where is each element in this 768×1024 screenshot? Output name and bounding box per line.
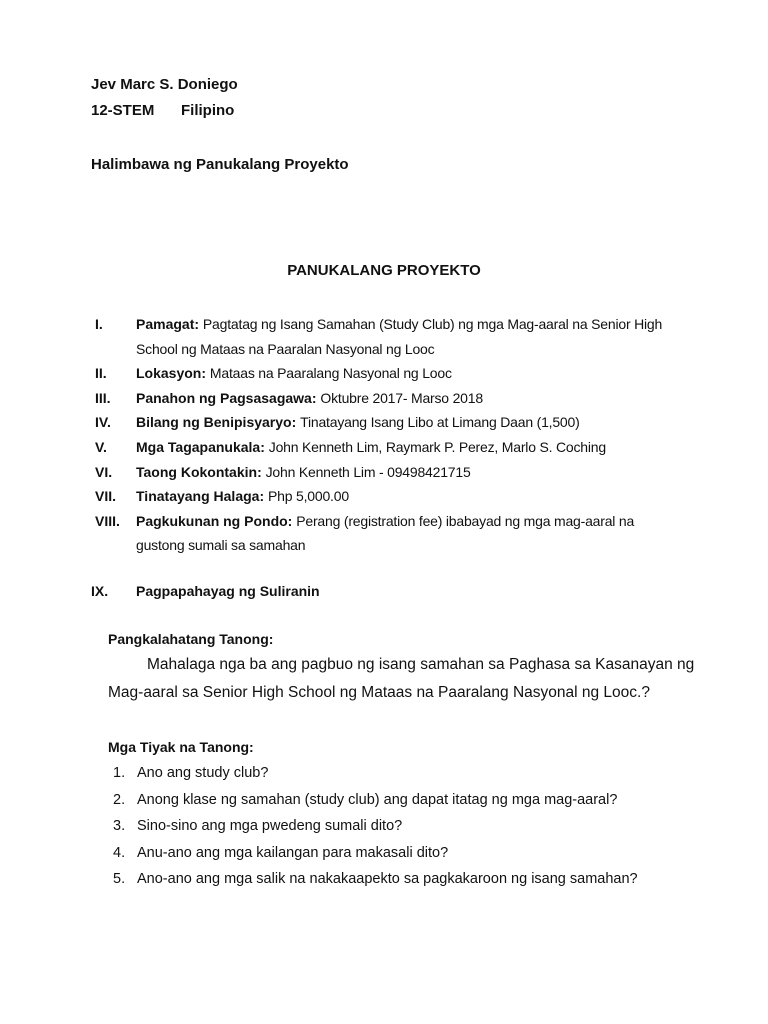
section-body (136, 509, 681, 558)
section-item (95, 361, 695, 386)
list-item (108, 843, 708, 870)
section-number: III. (95, 389, 111, 406)
section-body (136, 386, 681, 411)
section-body (136, 484, 681, 509)
class-line (91, 102, 235, 119)
section-value: Oktubre 2017- Marso 2018 (320, 389, 483, 406)
list-item-number: 4. (113, 844, 126, 861)
section-body (136, 361, 681, 386)
specific-questions-label: Mga Tiyak na Tanong: (108, 739, 254, 755)
author-name: Jev Marc S. Doniego (91, 76, 238, 93)
general-question-line-2: Mag-aaral sa Senior High School ng Mataas na Paaralang Nasyonal ng Looc.? (108, 684, 650, 701)
section-body (136, 460, 681, 485)
section-item (95, 435, 695, 460)
section-number: V. (95, 438, 107, 455)
grade-strand: 12-STEM (91, 102, 155, 119)
section-label: Mga Tagapanukala: (136, 438, 265, 455)
list-item (108, 790, 708, 817)
section-value: John Kenneth Lim, Raymark P. Perez, Marlo S. Coching (268, 438, 606, 455)
section-value: Pagtatag ng Isang Samahan (Study Club) ng mga Mag-aaral na Senior High School ng Mataas na Paaralan Nasyonal ng Looc (136, 316, 663, 357)
specific-questions-list (108, 763, 708, 896)
section-value: John Kenneth Lim - 09498421715 (265, 463, 471, 480)
list-item (108, 816, 708, 843)
document-title: PANUKALANG PROYEKTO (287, 262, 481, 279)
list-item-text: Sino-sino ang mga pwedeng sumali dito? (137, 818, 403, 835)
section-label: Taong Kokontakin: (136, 463, 262, 480)
section-value: Php 5,000.00 (268, 488, 349, 505)
section-label: Pagkukunan ng Pondo: (136, 512, 293, 529)
general-question-line-1: Mahalaga nga ba ang pagbuo ng isang samahan sa Paghasa sa Kasanayan ng (147, 656, 695, 673)
list-item-text: Anong klase ng samahan (study club) ang dapat itatag ng mga mag-aaral? (137, 791, 618, 808)
section-body (136, 435, 681, 460)
section-label: Panahon ng Pagsasagawa: (136, 389, 317, 406)
section-label: Bilang ng Benipisyaryo: (136, 414, 297, 431)
list-item (108, 869, 708, 896)
section-label: Lokasyon: (136, 365, 207, 382)
section-number: II. (95, 365, 107, 382)
section-item (95, 312, 695, 361)
section-item (95, 386, 695, 411)
section-item (95, 509, 695, 558)
list-item-number: 5. (113, 871, 126, 888)
section-list (95, 312, 695, 558)
section-item (95, 484, 695, 509)
list-item-number: 1. (113, 765, 126, 781)
section-number: VI. (95, 463, 113, 480)
list-item-text: Ano-ano ang mga salik na nakakaapekto sa pagkakaroon ng isang samahan? (137, 871, 638, 888)
section-item (95, 460, 695, 485)
example-title: Halimbawa ng Panukalang Proyekto (91, 156, 349, 173)
section-value: Mataas na Paaralang Nasyonal ng Looc (209, 365, 452, 382)
section-value: Tinatayang Isang Libo at Limang Daan (1,500) (300, 414, 580, 431)
list-item-number: 3. (113, 818, 126, 835)
section-ix-title: Pagpapahayag ng Suliranin (136, 583, 320, 599)
list-item-text: Ano ang study club? (137, 765, 269, 781)
section-value: Perang (registration fee) ibabayad ng mga mag-aaral na gustong sumali sa samahan (136, 512, 635, 554)
section-ix-number: IX. (91, 583, 109, 599)
section-label: Tinatayang Halaga: (136, 488, 265, 505)
section-number: I. (95, 316, 103, 332)
section-label: Pamagat: (136, 316, 200, 332)
list-item-number: 2. (113, 791, 126, 808)
list-item (108, 763, 708, 790)
subject: Filipino (181, 102, 235, 119)
list-item-text: Anu-ano ang mga kailangan para makasali dito? (137, 844, 449, 861)
section-number: IV. (95, 414, 111, 431)
section-body (136, 410, 681, 435)
section-item (95, 410, 695, 435)
general-question-label: Pangkalahatang Tanong: (108, 631, 274, 647)
section-body (136, 312, 681, 361)
section-number: VII. (95, 488, 117, 505)
section-number: VIII. (95, 512, 120, 529)
